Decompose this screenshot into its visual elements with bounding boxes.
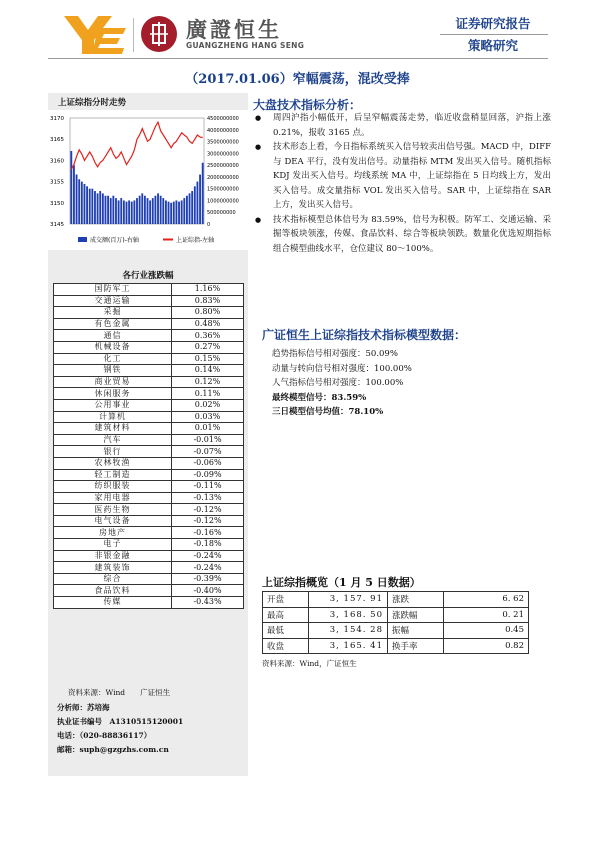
industry-change: 0.27%	[172, 341, 244, 353]
industry-change: 1.16%	[172, 284, 244, 296]
table-row	[54, 388, 244, 400]
intraday-chart	[48, 110, 248, 250]
y-right-tick-label: 4000000000	[207, 127, 239, 134]
industry-change: 0.12%	[172, 376, 244, 388]
industry-change: -0.01%	[172, 434, 244, 446]
table-row	[263, 623, 529, 639]
industry-change: -0.16%	[172, 527, 244, 539]
industry-name: 通信	[54, 330, 172, 342]
industry-name: 电气设备	[54, 515, 172, 527]
table-row	[54, 411, 244, 423]
industry-table-title: 各行业涨跌幅	[122, 271, 174, 281]
table-row	[54, 284, 244, 296]
analysis-title: 大盘技术指标分析：	[253, 98, 362, 112]
y-right-tick-label: 500000000	[207, 210, 236, 217]
company-logo-icon	[62, 14, 128, 56]
y-right-tick-label: 4500000000	[207, 116, 239, 122]
industry-name: 机械设备	[54, 341, 172, 353]
table-row	[54, 376, 244, 388]
table-row	[54, 423, 244, 435]
industry-change: 0.01%	[172, 423, 244, 435]
table-row	[54, 597, 244, 609]
legend-label-volume: 成交额(百万)-右轴	[90, 237, 139, 244]
y-left-tick-label: 3145	[50, 222, 64, 228]
y-right-tick-label: 0	[207, 222, 211, 228]
industry-change: -0.39%	[172, 573, 244, 585]
report-category: 策略研究	[467, 38, 518, 53]
volume-bar	[162, 198, 164, 224]
volume-bar	[144, 196, 146, 224]
volume-bar	[105, 196, 107, 224]
industry-name: 传媒	[54, 597, 172, 609]
volume-bar	[152, 198, 154, 224]
table-row	[54, 341, 244, 353]
volume-bar	[165, 200, 167, 224]
table-row	[54, 446, 244, 458]
logo-divider	[133, 18, 134, 52]
model-line: 动量与转向信号相对强度：100.00%	[272, 363, 412, 374]
overview-label: 换手率	[388, 638, 444, 654]
overview-value: 6. 62	[444, 592, 529, 608]
table-row	[54, 539, 244, 551]
overview-value: 3, 154. 28	[309, 623, 388, 639]
volume-bar	[133, 200, 135, 224]
industry-name: 家用电器	[54, 492, 172, 504]
volume-bar	[99, 191, 101, 224]
model-data	[272, 347, 412, 420]
volume-bar	[131, 202, 133, 224]
industry-name: 房地产	[54, 527, 172, 539]
volume-bar	[115, 198, 117, 224]
overview-value: 0.82	[444, 638, 529, 654]
industry-change: 0.02%	[172, 399, 244, 411]
report-title: （2017.01.06）窄幅震荡，混改受捧	[185, 72, 410, 87]
industry-change: -0.07%	[172, 446, 244, 458]
analyst-license: 执业证书编号 A1310515120001	[57, 717, 184, 726]
y-right-tick-label: 3500000000	[207, 139, 239, 146]
y-right-tick-label: 2500000000	[207, 163, 239, 170]
industry-change: 0.48%	[172, 318, 244, 330]
table-row	[54, 527, 244, 539]
model-title: 广证恒生上证综指技术指标模型数据：	[262, 328, 467, 342]
industry-name: 电子	[54, 539, 172, 551]
industry-name: 医药生物	[54, 504, 172, 516]
table-row	[263, 607, 529, 623]
volume-bar	[168, 202, 170, 224]
volume-bar	[89, 189, 91, 224]
volume-bar	[173, 202, 175, 224]
table-row	[263, 638, 529, 654]
industry-change: 0.03%	[172, 411, 244, 423]
volume-bar	[128, 200, 130, 224]
table-row	[54, 550, 244, 562]
volume-bar	[94, 191, 96, 224]
industry-change: -0.12%	[172, 515, 244, 527]
y-right-tick-label: 1000000000	[207, 198, 239, 205]
volume-bar	[81, 182, 83, 224]
industry-change: 0.80%	[172, 307, 244, 319]
volume-bar	[102, 193, 104, 224]
legend-label-index: 上证综指-左轴	[176, 237, 215, 244]
overview-label: 涨跌	[388, 592, 444, 608]
analysis-bullets	[253, 111, 551, 256]
three-day-average: 三日模型信号均值：78.10%	[272, 407, 384, 417]
volume-bar	[112, 196, 114, 224]
volume-bar	[126, 202, 128, 224]
overview-title: 上证综指概览（1 月 5 日数据）	[262, 576, 421, 589]
industry-name: 钢铁	[54, 365, 172, 377]
legend-swatch-volume	[78, 237, 87, 242]
volume-bar	[178, 202, 180, 224]
volume-bar	[194, 186, 196, 224]
volume-bar	[191, 191, 193, 224]
overview-source: 资料来源：Wind，广证恒生	[262, 659, 357, 668]
volume-bar	[86, 186, 88, 224]
industry-change: 0.36%	[172, 330, 244, 342]
industry-name: 商业贸易	[54, 376, 172, 388]
volume-bar	[202, 163, 204, 224]
table-row	[54, 399, 244, 411]
table-row	[263, 592, 529, 608]
volume-bar	[147, 198, 149, 224]
volume-bar	[70, 151, 72, 224]
industry-name: 汽车	[54, 434, 172, 446]
industry-name: 休闲服务	[54, 388, 172, 400]
overview-label: 最低	[263, 623, 309, 639]
chart-title: 上证综指分时走势	[58, 98, 127, 108]
industry-name: 综合	[54, 573, 172, 585]
company-name-cn: 廣證恒生	[186, 18, 282, 42]
volume-bar	[123, 200, 125, 224]
report-type: 证券研究报告	[455, 16, 531, 31]
industry-change: 0.83%	[172, 295, 244, 307]
y-left-tick-label: 3165	[50, 137, 64, 144]
industry-name: 纺织服装	[54, 481, 172, 493]
industry-name: 化工	[54, 353, 172, 365]
volume-bar	[91, 189, 93, 224]
y-left-tick-label: 3160	[50, 158, 64, 165]
industry-name: 建筑材料	[54, 423, 172, 435]
industry-name: 农林牧渔	[54, 457, 172, 469]
industry-change: -0.18%	[172, 539, 244, 551]
industry-name: 国防军工	[54, 284, 172, 296]
volume-bar	[175, 200, 177, 224]
table-row	[54, 365, 244, 377]
industry-name: 采掘	[54, 307, 172, 319]
table-row	[54, 515, 244, 527]
y-right-tick-label: 2000000000	[207, 174, 239, 181]
industry-name: 轻工制造	[54, 469, 172, 481]
volume-bar	[189, 193, 191, 224]
industry-change: -0.13%	[172, 492, 244, 504]
overview-value: 0.45	[444, 623, 529, 639]
industry-name: 建筑装饰	[54, 562, 172, 574]
volume-bar	[157, 193, 159, 224]
final-model-signal: 最终模型信号：83.59%	[272, 392, 367, 403]
table-row	[54, 353, 244, 365]
volume-bar	[107, 196, 109, 224]
industry-change: -0.06%	[172, 457, 244, 469]
industry-change: -0.24%	[172, 550, 244, 562]
header-divider	[48, 58, 548, 59]
volume-bar	[149, 200, 151, 224]
volume-bar	[154, 196, 156, 224]
industry-change: 0.15%	[172, 353, 244, 365]
overview-label: 开盘	[263, 592, 309, 608]
volume-bar	[139, 196, 141, 224]
table-row	[54, 562, 244, 574]
overview-table	[262, 591, 529, 654]
industry-change: -0.12%	[172, 504, 244, 516]
volume-bar	[141, 193, 143, 224]
y-left-tick-label: 3170	[50, 116, 64, 122]
table-row	[54, 318, 244, 330]
table-row	[54, 585, 244, 597]
industry-name: 食品饮料	[54, 585, 172, 597]
y-left-tick-label: 3155	[50, 179, 64, 186]
industry-name: 公用事业	[54, 399, 172, 411]
volume-bar	[181, 200, 183, 224]
overview-label: 振幅	[388, 623, 444, 639]
overview-value: 3, 157. 91	[309, 592, 388, 608]
model-line: 人气指标信号相对强度：100.00%	[272, 378, 404, 388]
table-row	[54, 573, 244, 585]
industry-change: 0.14%	[172, 365, 244, 377]
table-row	[54, 481, 244, 493]
overview-value: 3, 165. 41	[309, 638, 388, 654]
analyst-name: 分析师：苏培海	[57, 703, 110, 712]
industry-change: -0.11%	[172, 481, 244, 493]
y-left-tick-label: 3150	[50, 200, 64, 207]
volume-bar	[84, 184, 86, 224]
analysis-bullet: ● 技术形态上看，今日指标系统买入信号较卖出信号强。MACD 中，DIFF 与 DEA 平行，没有发出信号。动量指标 MTM 发出买入信号。随机指标 KDJ 发出买入信号。均线系统 MA 中，上证综指在 5 日均线上方，发出买入信号。成交量指标 VOL 发出买入信号。SAR 中，上证综指在 SAR 上方，发出买入信号。	[253, 140, 551, 213]
table-row	[54, 504, 244, 516]
table-row	[54, 307, 244, 319]
header-divider-short	[440, 34, 548, 35]
industry-change: 0.11%	[172, 388, 244, 400]
volume-bar	[78, 179, 80, 224]
table-row	[54, 330, 244, 342]
y-right-tick-label: 1500000000	[207, 186, 239, 193]
y-right-tick-label: 3000000000	[207, 151, 239, 158]
overview-value: 3, 168. 50	[309, 607, 388, 623]
industry-source: 资料来源：Wind 广证恒生	[68, 688, 171, 697]
overview-label: 涨跌幅	[388, 607, 444, 623]
analysis-bullet: ● 技术指标模型总体信号为 83.59%，信号为积极。防军工、交通运输、采掘等板块领涨，传媒、食品饮料、综合等板块领跌。数量化优选短期指标组合模型曲线水平，仓位建议 80～100%。	[253, 213, 551, 257]
table-row	[54, 492, 244, 504]
industry-name: 有色金属	[54, 318, 172, 330]
table-row	[54, 469, 244, 481]
table-row	[54, 457, 244, 469]
model-line: 趋势指标信号相对强度：50.09%	[272, 349, 398, 359]
volume-bar	[160, 196, 162, 224]
volume-bar	[197, 182, 199, 224]
industry-change: -0.24%	[172, 562, 244, 574]
overview-label: 收盘	[263, 638, 309, 654]
seal-icon	[141, 16, 177, 52]
volume-bar	[199, 175, 201, 224]
overview-label: 最高	[263, 607, 309, 623]
volume-bar	[170, 203, 172, 224]
volume-bar	[183, 198, 185, 224]
industry-change: -0.40%	[172, 585, 244, 597]
volume-bar	[120, 198, 122, 224]
analysis-bullet: ● 周四沪指小幅低开，后呈窄幅震荡走势，临近收盘稍显回落，沪指上涨 0.21%，报收 3165 点。	[253, 111, 551, 140]
overview-value: 0. 21	[444, 607, 529, 623]
industry-table	[53, 283, 244, 609]
volume-bar	[73, 165, 75, 224]
company-name-en: GUANGZHENG HANG SENG	[186, 41, 305, 50]
table-row	[54, 434, 244, 446]
volume-bar	[118, 200, 120, 224]
industry-name: 交通运输	[54, 295, 172, 307]
volume-bar	[76, 175, 78, 224]
industry-change: -0.09%	[172, 469, 244, 481]
industry-change: -0.43%	[172, 597, 244, 609]
volume-bar	[110, 198, 112, 224]
volume-bar	[97, 193, 99, 224]
industry-name: 计算机	[54, 411, 172, 423]
industry-name: 非银金融	[54, 550, 172, 562]
analyst-phone: 电话：（020-88836117）	[57, 731, 152, 740]
analyst-email[interactable]: 邮箱：suph@gzgzhs.com.cn	[57, 745, 169, 754]
volume-bar	[186, 196, 188, 224]
table-row	[54, 295, 244, 307]
volume-bar	[136, 198, 138, 224]
industry-name: 银行	[54, 446, 172, 458]
